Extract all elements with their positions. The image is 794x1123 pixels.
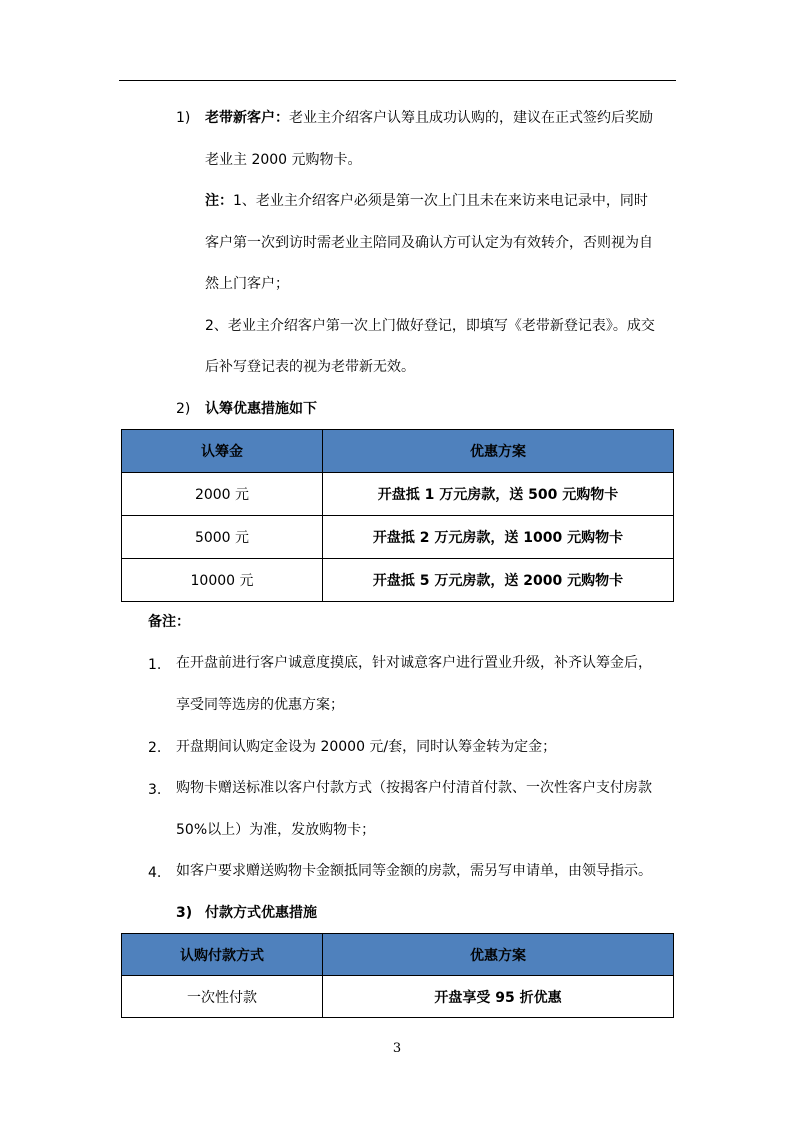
note2-line1: 2、老业主介绍客户第一次上门做好登记，即填写《老带新登记表》。成交 <box>205 318 655 334</box>
note1-line1 <box>205 191 648 211</box>
header-rule <box>119 80 676 81</box>
table-cell: 10000 元 <box>122 559 323 602</box>
table-cell: 开盘抵 1 万元房款，送 500 元购物卡 <box>323 473 674 516</box>
remark1-number: 1. <box>148 657 162 673</box>
table-row <box>122 516 674 559</box>
item1-line2: 老业主 2000 元购物卡。 <box>205 152 362 168</box>
table-header-row <box>122 934 674 976</box>
note2-line2: 后补写登记表的视为老带新无效。 <box>205 359 415 375</box>
item1-label: 老带新客户： <box>205 110 289 126</box>
item2-title: 认筹优惠措施如下 <box>205 401 317 417</box>
remark3-line1: 购物卡赠送标准以客户付款方式（按揭客户付清首付款、一次性客户支付房款 <box>176 780 652 796</box>
table-row <box>122 976 674 1018</box>
item1-number: 1) <box>176 110 191 126</box>
table-row <box>122 473 674 516</box>
table-cell: 一次性付款 <box>122 976 323 1018</box>
item3-title: 付款方式优惠措施 <box>205 905 317 921</box>
table-header-cell: 认购付款方式 <box>122 934 323 976</box>
remark3-number: 3. <box>148 782 162 798</box>
remark2-line1: 开盘期间认购定金设为 20000 元/套，同时认筹金转为定金； <box>176 739 557 755</box>
item3-number: 3) <box>176 905 193 921</box>
table-cell: 2000 元 <box>122 473 323 516</box>
table-header-cell: 认筹金 <box>122 430 323 473</box>
table-cell: 开盘抵 5 万元房款，送 2000 元购物卡 <box>323 559 674 602</box>
table-cell: 开盘抵 2 万元房款，送 1000 元购物卡 <box>323 516 674 559</box>
table-header-cell: 优惠方案 <box>323 430 674 473</box>
table-cell: 开盘享受 95 折优惠 <box>323 976 674 1018</box>
payment-discount-table <box>121 933 674 1018</box>
remarks-title: 备注： <box>148 614 190 630</box>
table-header-row <box>122 430 674 473</box>
table-cell: 5000 元 <box>122 516 323 559</box>
remark1-line2: 享受同等选房的优惠方案； <box>176 697 344 713</box>
note1-line3: 然上门客户； <box>205 276 289 292</box>
note1-text: 1、老业主介绍客户必须是第一次上门且未在来访来电记录中，同时 <box>233 193 648 209</box>
subscription-discount-table <box>121 429 674 602</box>
remark2-number: 2. <box>148 740 162 756</box>
table-row <box>122 559 674 602</box>
remark1-line1: 在开盘前进行客户诚意度摸底，针对诚意客户进行置业升级，补齐认筹金后， <box>176 655 652 671</box>
note-label: 注： <box>205 193 233 209</box>
remark4-line1: 如客户要求赠送购物卡金额抵同等金额的房款，需另写申请单，由领导指示。 <box>176 863 652 879</box>
table-header-cell: 优惠方案 <box>323 934 674 976</box>
item2-number: 2) <box>176 401 191 417</box>
remark3-line2: 50%以上）为准，发放购物卡； <box>176 822 376 838</box>
item1-line1 <box>205 108 653 128</box>
item1-text: 老业主介绍客户认筹且成功认购的，建议在正式签约后奖励 <box>289 110 653 126</box>
remark4-number: 4. <box>148 865 162 881</box>
page-number: 3 <box>392 1041 402 1056</box>
note1-line2: 客户第一次到访时需老业主陪同及确认方可认定为有效转介，否则视为自 <box>205 235 653 251</box>
